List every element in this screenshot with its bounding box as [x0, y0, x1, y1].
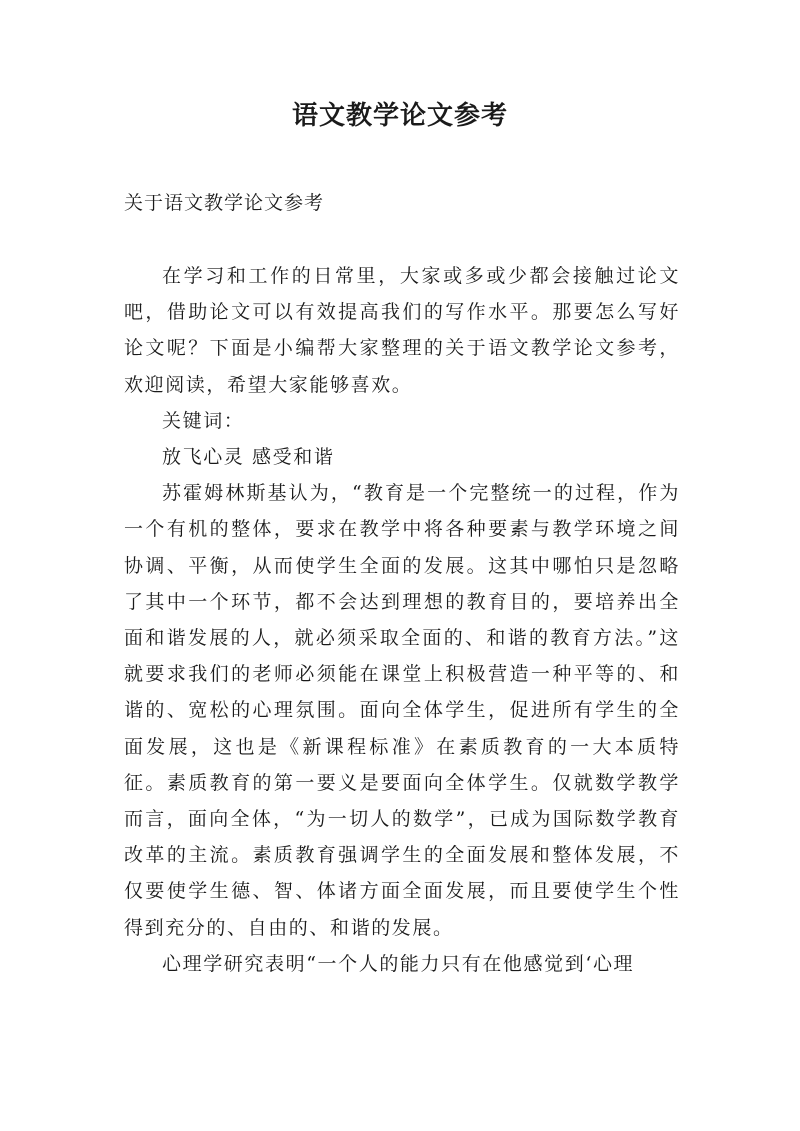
keywords-label: 关键词：	[162, 409, 245, 432]
intro-paragraph: 在学习和工作的日常里，大家或多或少都会接触过论文吧，借助论文可以有效提高我们的写作水平。那要怎么写好论文呢？下面是小编帮大家整理的关于语文教学论文参考，欢迎阅读，希望大家能够喜欢。	[124, 265, 680, 396]
document-title: 语文教学论文参考	[291, 101, 508, 131]
document-body	[124, 258, 680, 982]
document-subtitle: 关于语文教学论文参考	[124, 192, 325, 214]
body-paragraph: 苏霍姆林斯基认为，“教育是一个完整统一的过程，作为一个有机的整体，要求在教学中将各种要素与教学环境之间协调、平衡，从而使学生全面的发展。这其中哪怕只是忽略了其中一个环节，都不会达到理想的教育目的，要培养出全面和谐发展的人，就必须采取全面的、和谐的教育方法。”这就要求我们的老师必须能在课堂上积极营造一种平等的、和谐的、宽松的心理氛围。面向全体学生，促进所有学生的全面发展，这也是《新课程标准》在素质教育的一大本质特征。素质教育的第一要义是要面向全体学生。仅就数学教学而言，面向全体，“为一切人的数学”，已成为国际数学教育改革的主流。素质教育强调学生的全面发展和整体发展，不仅要使学生德、智、体诸方面全面发展，而且要使学生个性得到充分的、自由的、和谐的发展。	[124, 482, 680, 939]
body-paragraph-continued: 心理学研究表明“一个人的能力只有在他感觉到‘心理	[162, 952, 635, 975]
keywords-value: 放飞心灵 感受和谐	[162, 446, 335, 469]
